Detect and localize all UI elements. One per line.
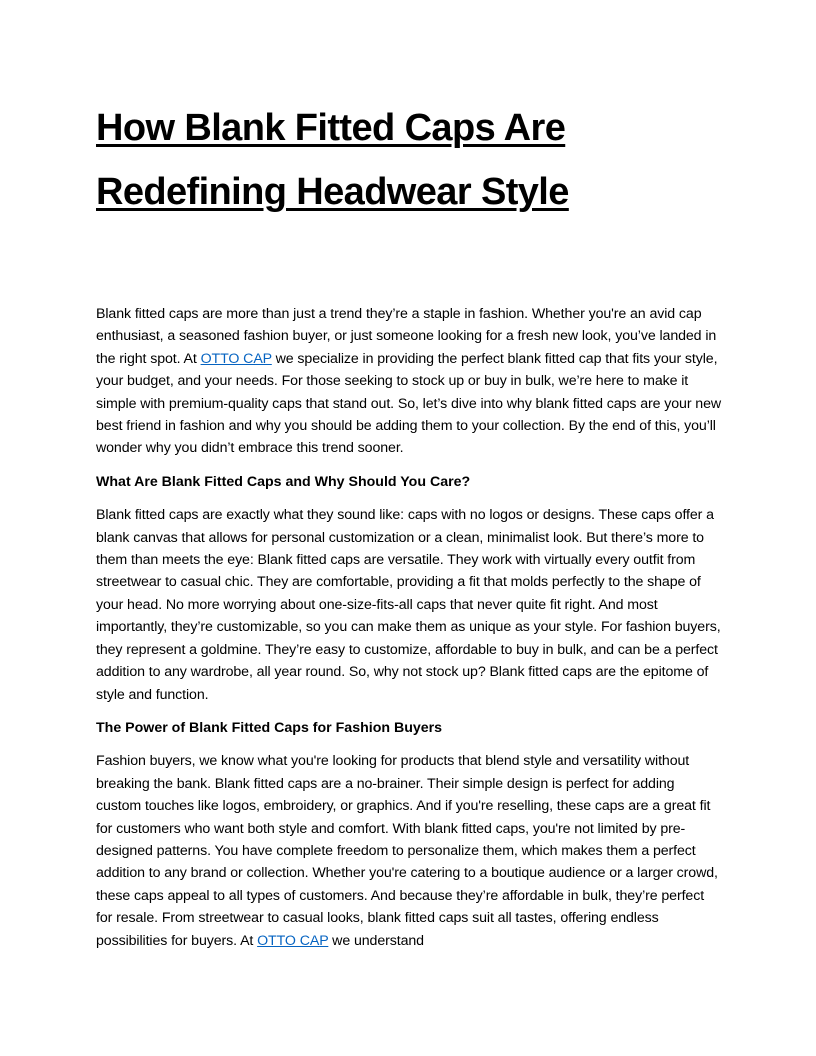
title-line-2: Redefining Headwear Style	[96, 171, 569, 213]
otto-cap-link[interactable]: OTTO CAP	[200, 350, 272, 367]
section-heading-power: The Power of Blank Fitted Caps for Fashion Buyers	[96, 719, 443, 736]
intro-text-after-link: we specialize in providing the perfect blank fitted cap that fits your style, your budget, and your needs. For those seeking to stock up or buy in bulk, we’re here to make it simple with premium-quality caps that stand out. So, let’s dive into why blank fitted caps are your new best friend in fashion and why you should be adding them to your collection. By the end of this, you’ll wonder why you didn’t embrace this trend sooner.	[96, 350, 722, 457]
title-line-1: How Blank Fitted Caps Are	[96, 107, 566, 149]
intro-text-before-link: Blank fitted caps are more than just a trend they’re a staple in fashion. Whether you're an avid cap enthusiast, a seasoned fashion buyer, or just someone looking for a fresh new look, you’ve landed in the right spot. At	[96, 306, 717, 367]
intro-paragraph	[96, 303, 722, 460]
section-paragraph-what-are: Blank fitted caps are exactly what they sound like: caps with no logos or designs. These caps offer a blank canvas that allows for personal customization or a clean, minimalist look. But there’s more to them than meets the eye: Blank fitted caps are versatile. They work with virtually every outfit from streetwear to casual chic. They are comfortable, providing a fit that molds perfectly to the shape of your head. No more worrying about one-size-fits-all caps that never quite fit right. And most importantly, they’re customizable, so you can make them as unique as your style. For fashion buyers, they represent a goldmine. They’re easy to customize, affordable to buy in bulk, and can be a perfect addition to any wardrobe, all year round. So, why not stock up? Blank fitted caps are the epitome of style and function.	[96, 507, 721, 703]
document-body	[96, 303, 722, 963]
otto-cap-link-2[interactable]: OTTO CAP	[257, 932, 329, 949]
section-heading-what-are: What Are Blank Fitted Caps and Why Should You Care?	[96, 473, 471, 490]
power-text-after-link: we understand	[328, 932, 424, 949]
document-page	[96, 96, 722, 224]
power-text-before-link: Fashion buyers, we know what you're looking for products that blend style and versatility without breaking the bank. Blank fitted caps are a no-brainer. Their simple design is perfect for adding custom touches like logos, embroidery, or graphics. And if you're reselling, these caps are a great fit for customers who want both style and comfort. With blank fitted caps, you're not limited by pre-designed patterns. You have complete freedom to personalize them, which makes them a perfect addition to any brand or collection. Whether you're catering to a boutique audience or a larger crowd, these caps appeal to all types of customers. And because they’re affordable in bulk, they’re perfect for resale. From streetwear to casual looks, blank fitted caps suit all tastes, offering endless possibilities for buyers. At	[96, 753, 718, 949]
page-title	[96, 96, 722, 224]
section-paragraph-power	[96, 750, 722, 952]
